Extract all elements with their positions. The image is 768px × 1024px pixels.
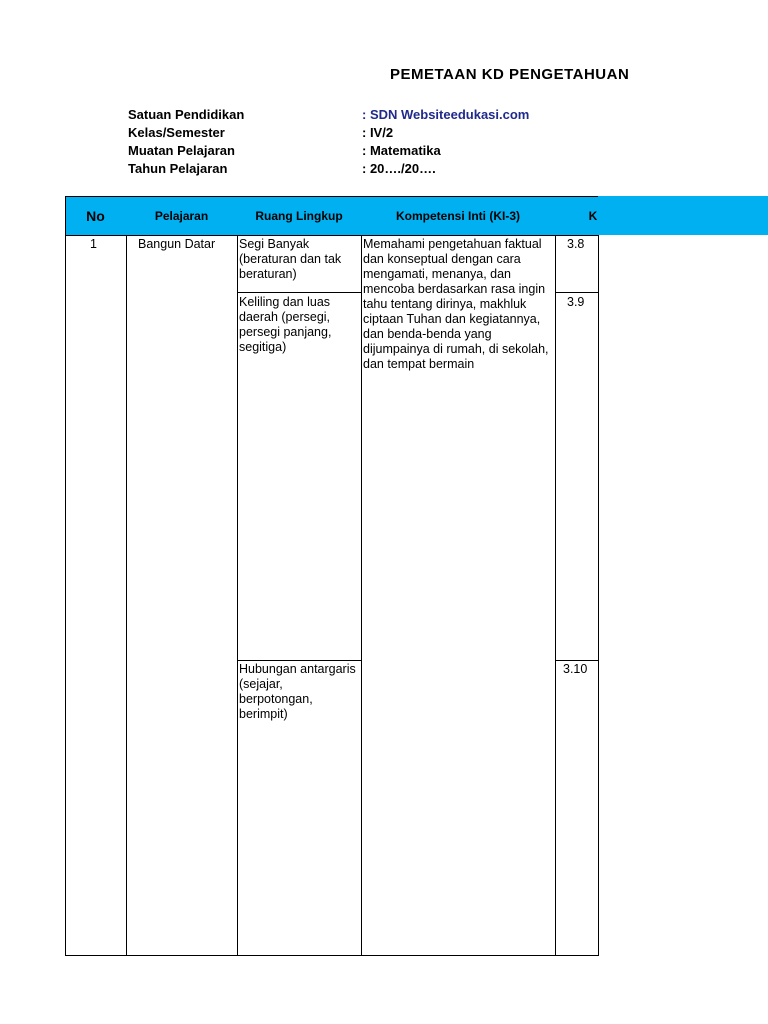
col-border-no bbox=[126, 235, 127, 956]
title-clip bbox=[390, 66, 630, 84]
meta-labels bbox=[128, 106, 244, 178]
ruang-separator-1 bbox=[237, 292, 361, 293]
meta-value-satuan: : SDN Websiteedukasi.com bbox=[362, 107, 530, 122]
meta-value-kelas: : IV/2 bbox=[362, 125, 394, 140]
meta-value-muatan: : Matematika bbox=[362, 143, 441, 158]
header-kompetensi-inti: Kompetensi Inti (KI-3) bbox=[395, 208, 520, 223]
col-border-pelajaran bbox=[237, 235, 238, 956]
ruang-lingkup-item-1: Segi Banyak (beraturan dan tak beraturan) bbox=[239, 237, 342, 281]
ruang-lingkup-item-2: Keliling dan luas daerah (persegi, persegi panjang, segitiga) bbox=[239, 295, 332, 354]
header-pelajaran: Pelajaran bbox=[154, 208, 209, 223]
ruang-lingkup-item-3: Hubungan antargaris (sejajar, berpotongan, berimpit) bbox=[239, 662, 356, 721]
header-no: No bbox=[86, 207, 105, 224]
meta-label-tahun: Tahun Pelajaran bbox=[128, 161, 228, 176]
kd-item-2: 3.9 bbox=[567, 295, 585, 309]
header-kd: K bbox=[588, 208, 598, 223]
table-header-bottom-border bbox=[65, 235, 598, 236]
col-border-ki bbox=[555, 235, 556, 956]
col-border-right bbox=[598, 235, 599, 956]
meta-values bbox=[362, 106, 529, 178]
meta-value-tahun: : 20…./20…. bbox=[362, 161, 436, 176]
kd-item-3: 3.10 bbox=[563, 662, 588, 676]
col-border-ruang bbox=[361, 235, 362, 956]
page-title: PEMETAAN KD PENGETAHUAN bbox=[390, 66, 630, 83]
ruang-separator-2 bbox=[237, 660, 361, 661]
kompetensi-inti-text: Memahami pengetahuan faktual dan konseptual dengan cara mengamati, menanya, dan mencoba berdasarkan rasa ingin tahu tentang dirinya, makhluk ciptaan Tuhan dan kegiatannya, dan benda-benda yang dijumpainya di rumah, di sekolah, dan tempat bermain bbox=[363, 237, 549, 371]
kd-item-1: 3.8 bbox=[567, 237, 585, 251]
header-ruang-lingkup: Ruang Lingkup bbox=[255, 208, 343, 223]
col-border-left bbox=[65, 196, 66, 956]
meta-label-muatan: Muatan Pelajaran bbox=[128, 143, 235, 158]
row-pelajaran: Bangun Datar bbox=[138, 237, 216, 251]
kd-separator-1 bbox=[555, 292, 598, 293]
row-no: 1 bbox=[90, 237, 97, 251]
meta-label-satuan: Satuan Pendidikan bbox=[128, 107, 245, 122]
kd-separator-2 bbox=[555, 660, 598, 661]
table-top-border bbox=[65, 196, 598, 197]
meta-label-kelas: Kelas/Semester bbox=[128, 125, 225, 140]
table-bottom-border bbox=[65, 955, 598, 956]
